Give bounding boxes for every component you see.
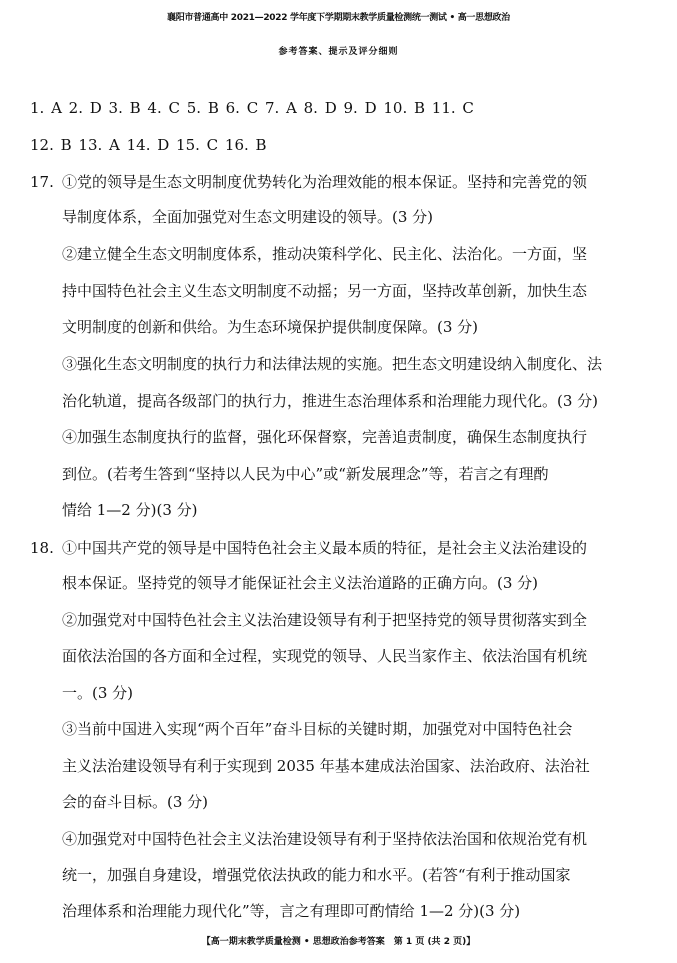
q17-line: 治化轨道，提高各级部门的执行力，推进生态治理体系和治理能力现代化。(3 分) (62, 392, 599, 410)
q17-line: ③强化生态文明制度的执行力和法律法规的实施。把生态文明建设纳入制度化、法 (62, 355, 603, 373)
q17-line: 到位。(若考生答到“坚持以人民为中心”或“新发展理念”等，若言之有理酌 (62, 465, 549, 483)
q17-line: ④加强生态制度执行的监督，强化环保督察，完善追责制度，确保生态制度执行 (62, 428, 588, 446)
choice-answers-line-1: 1. A 2. D 3. B 4. C 5. B 6. C 7. A 8. D 9. D 10. B 11. C (30, 99, 474, 117)
question-17-number: 17. (30, 173, 54, 191)
q17-line: 文明制度的创新和供给。为生态环境保护提供制度保障。(3 分) (62, 318, 479, 336)
q18-line: 一。(3 分) (62, 684, 134, 702)
q18-line: 根本保证。坚持党的领导才能保证社会主义法治道路的正确方向。(3 分) (62, 574, 539, 592)
q18-line: 治理体系和治理能力现代化”等，言之有理即可酌情给 1—2 分)(3 分) (62, 902, 521, 920)
q17-line: 导制度体系，全面加强党对生态文明建设的领导。(3 分) (62, 208, 434, 226)
q18-line: 统一，加强自身建设，增强党依法执政的能力和水平。(若答“有利于推动国家 (62, 866, 571, 884)
page-footer: 【高一期末教学质量检测 • 思想政治参考答案 第 1 页 (共 2 页)】 (201, 937, 476, 947)
q18-line: ③当前中国进入实现“两个百年”奋斗目标的关键时期，加强党对中国特色社会 (62, 720, 573, 738)
question-18-number: 18. (30, 539, 54, 557)
q17-line: ②建立健全生态文明制度体系，推动决策科学化、民主化、法治化。一方面，坚 (62, 245, 588, 263)
q18-line: 面依法治国的各方面和全过程，实现党的领导、人民当家作主、依法治国有机统 (62, 647, 588, 665)
choice-answers-line-2: 12. B 13. A 14. D 15. C 16. B (30, 136, 267, 154)
document-title: 襄阳市普通高中 2021—2022 学年度下学期期末教学质量检测统一测试 • 高一思想政治 (167, 13, 510, 23)
q18-line: ②加强党对中国特色社会主义法治建设领导有利于把坚持党的领导贯彻落实到全 (62, 611, 588, 629)
q18-line: 主义法治建设领导有利于实现到 2035 年基本建成法治国家、法治政府、法治社 (62, 757, 590, 775)
q17-line: ①党的领导是生态文明制度优势转化为治理效能的根本保证。坚持和完善党的领 (62, 173, 588, 191)
q18-line: 会的奋斗目标。(3 分) (62, 793, 209, 811)
q17-line: 持中国特色社会主义生态文明制度不动摇；另一方面，坚持改革创新，加快生态 (62, 282, 588, 300)
q17-line: 情给 1—2 分)(3 分) (62, 501, 198, 519)
document-subtitle: 参考答案、提示及评分细则 (278, 47, 399, 57)
q18-line: ①中国共产党的领导是中国特色社会主义最本质的特征，是社会主义法治建设的 (62, 539, 588, 557)
q18-line: ④加强党对中国特色社会主义法治建设领导有利于坚持依法治国和依规治党有机 (62, 830, 588, 848)
